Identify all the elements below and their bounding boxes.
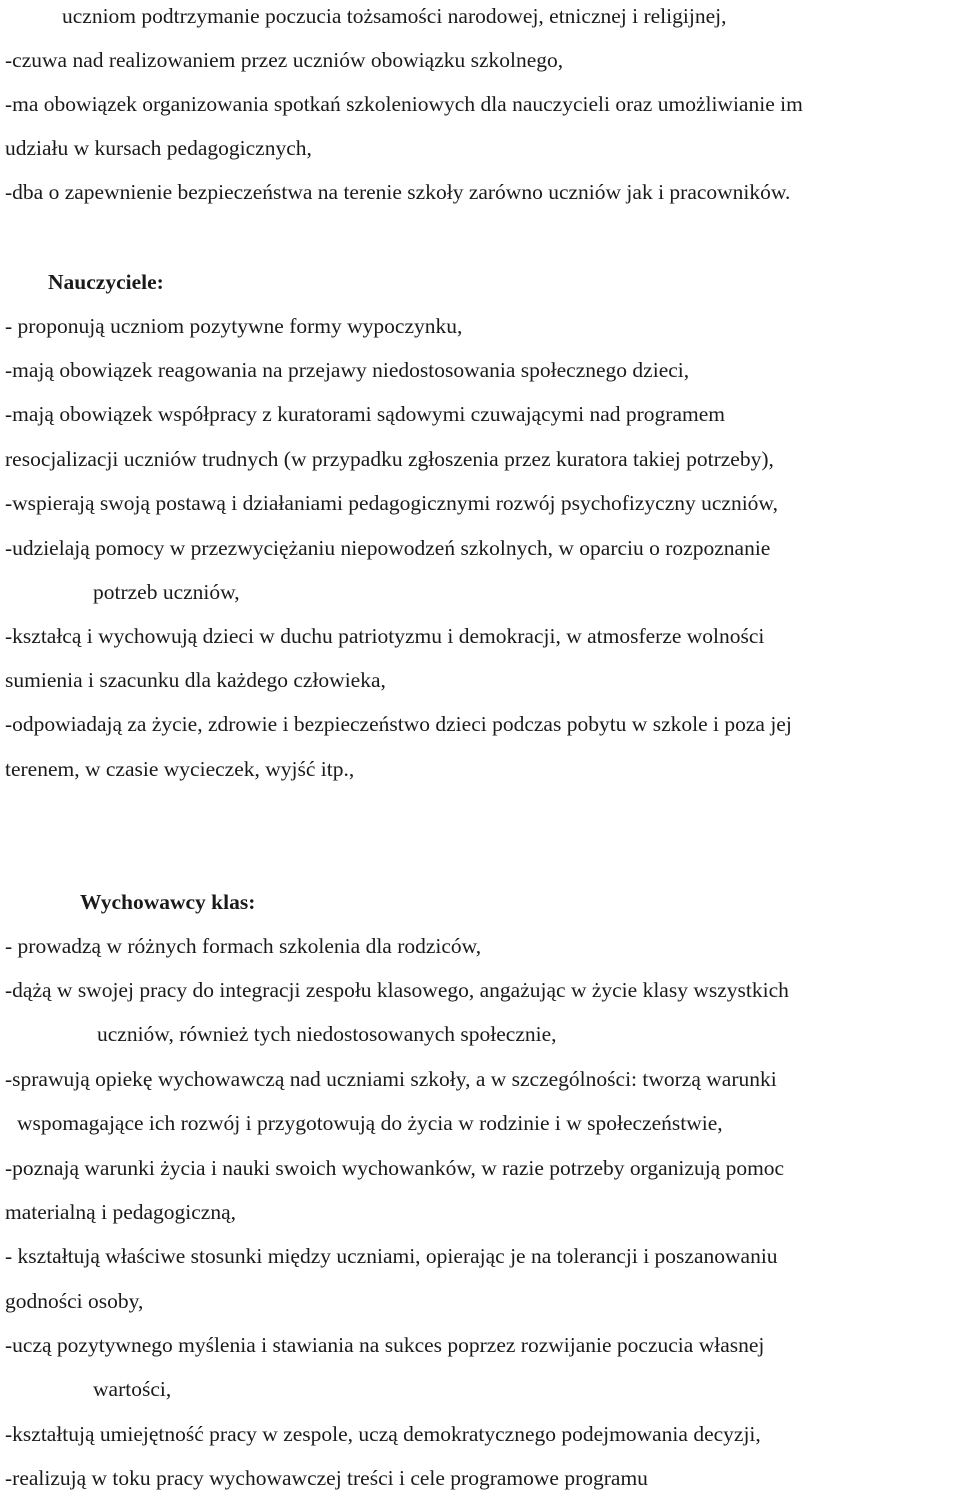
section-heading-teachers: Nauczyciele: — [48, 270, 164, 294]
text-line: -ma obowiązek organizowania spotkań szkoleniowych dla nauczycieli oraz umożliwianie im — [5, 92, 803, 116]
text-line: -realizują w toku pracy wychowawczej treści i cele programowe programu — [5, 1466, 648, 1490]
text-line: terenem, w czasie wycieczek, wyjść itp., — [5, 757, 355, 781]
text-line: materialną i pedagogiczną, — [5, 1200, 237, 1224]
text-line: wspomagające ich rozwój i przygotowują do życia w rodzinie i w społeczeństwie, — [17, 1111, 723, 1135]
text-line: resocjalizacji uczniów trudnych (w przypadku zgłoszenia przez kuratora takiej potrzeby), — [5, 447, 774, 471]
text-line: -kształcą i wychowują dzieci w duchu patriotyzmu i demokracji, w atmosferze wolności — [5, 624, 765, 648]
text-line: -dba o zapewnienie bezpieczeństwa na terenie szkoły zarówno uczniów jak i pracowników. — [5, 180, 791, 204]
text-line: -mają obowiązek reagowania na przejawy niedostosowania społecznego dzieci, — [5, 358, 690, 382]
text-line: - kształtują właściwe stosunki między uczniami, opierając je na tolerancji i poszanowaniu — [5, 1244, 778, 1268]
text-line: sumienia i szacunku dla każdego człowieka, — [5, 668, 386, 692]
text-line: - proponują uczniom pozytywne formy wypoczynku, — [5, 314, 463, 338]
text-line: godności osoby, — [5, 1289, 144, 1313]
text-line: -odpowiadają za życie, zdrowie i bezpieczeństwo dzieci podczas pobytu w szkole i poza jej — [5, 712, 792, 736]
text-line: wartości, — [93, 1377, 172, 1401]
text-line: udziału w kursach pedagogicznych, — [5, 136, 312, 160]
text-line: -czuwa nad realizowaniem przez uczniów obowiązku szkolnego, — [5, 48, 564, 72]
section-heading-class-teachers: Wychowawcy klas: — [80, 890, 256, 914]
text-line: -wspierają swoją postawą i działaniami pedagogicznymi rozwój psychofizyczny uczniów, — [5, 491, 778, 515]
text-line: uczniów, również tych niedostosowanych społecznie, — [97, 1022, 557, 1046]
text-line: -sprawują opiekę wychowawczą nad uczniami szkoły, a w szczególności: tworzą warunki — [5, 1067, 777, 1091]
text-line: - prowadzą w różnych formach szkolenia dla rodziców, — [5, 934, 482, 958]
text-line: -uczą pozytywnego myślenia i stawiania na sukces poprzez rozwijanie poczucia własnej — [5, 1333, 765, 1357]
text-line: potrzeb uczniów, — [93, 580, 240, 604]
text-line: uczniom podtrzymanie poczucia tożsamości narodowej, etnicznej i religijnej, — [62, 4, 727, 28]
text-line: -dążą w swojej pracy do integracji zespołu klasowego, angażując w życie klasy wszystkich — [5, 978, 789, 1002]
text-line: -mają obowiązek współpracy z kuratorami sądowymi czuwającymi nad programem — [5, 402, 725, 426]
text-line: -udzielają pomocy w przezwyciężaniu niepowodzeń szkolnych, w oparciu o rozpoznanie — [5, 536, 771, 560]
text-line: -poznają warunki życia i nauki swoich wychowanków, w razie potrzeby organizują pomoc — [5, 1156, 785, 1180]
text-line: -kształtują umiejętność pracy w zespole, uczą demokratycznego podejmowania decyzji, — [5, 1422, 761, 1446]
